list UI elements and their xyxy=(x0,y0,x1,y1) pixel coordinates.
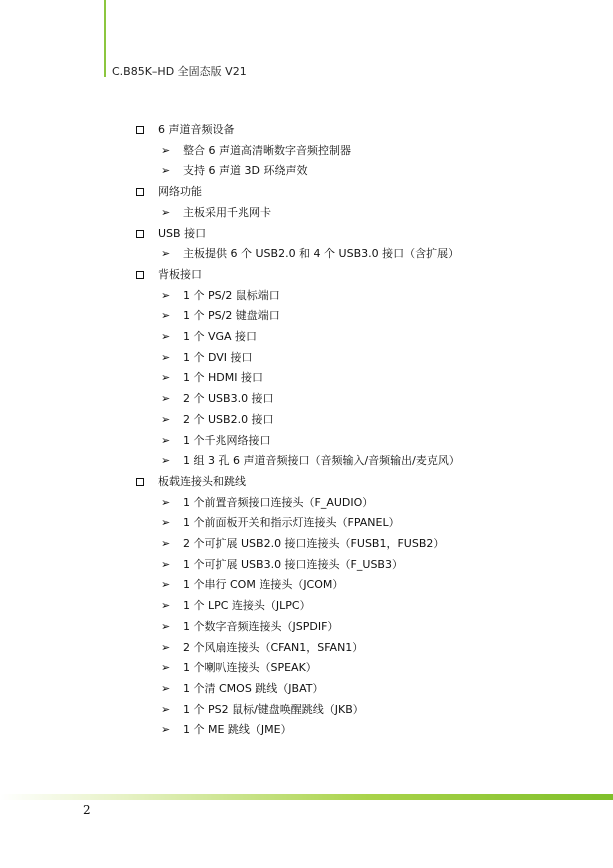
section-heading xyxy=(136,224,206,244)
list-item-text: 1 个 PS/2 鼠标端口 xyxy=(183,288,280,302)
arrow-bullet-icon: ➢ xyxy=(161,164,171,178)
list-item xyxy=(161,658,317,678)
list-item xyxy=(161,141,351,161)
list-item xyxy=(161,244,459,264)
square-bullet-icon xyxy=(136,478,144,486)
arrow-bullet-icon: ➢ xyxy=(161,681,171,695)
list-item xyxy=(161,203,271,223)
arrow-bullet-icon: ➢ xyxy=(161,350,171,364)
list-item-text: 整合 6 声道高清晰数字音频控制器 xyxy=(183,143,351,157)
list-item-text: 1 个 VGA 接口 xyxy=(183,330,258,343)
list-item xyxy=(161,161,307,181)
square-bullet-icon xyxy=(136,271,144,279)
arrow-bullet-icon: ➢ xyxy=(161,723,171,737)
list-item xyxy=(161,493,373,513)
list-item xyxy=(161,575,343,595)
arrow-bullet-icon: ➢ xyxy=(161,702,171,716)
arrow-bullet-icon: ➢ xyxy=(161,143,171,157)
list-item xyxy=(161,534,444,554)
page-number: 2 xyxy=(83,803,91,817)
square-bullet-icon xyxy=(136,188,144,196)
list-item-text: 2 个可扩展 USB2.0 接口连接头（FUSB1，FUSB2） xyxy=(183,537,445,550)
arrow-bullet-icon: ➢ xyxy=(161,454,171,468)
list-item-text: 1 个千兆网络接口 xyxy=(183,433,271,447)
arrow-bullet-icon: ➢ xyxy=(161,578,171,592)
arrow-bullet-icon: ➢ xyxy=(161,599,171,613)
running-header-title: C.B85K–HD 全固态版 V21 xyxy=(112,65,247,78)
list-item xyxy=(161,617,338,637)
list-item-text: 2 个 USB3.0 接口 xyxy=(183,392,274,406)
list-item xyxy=(161,431,271,451)
arrow-bullet-icon: ➢ xyxy=(161,557,171,571)
list-item-text: 2 个风扇连接头（CFAN1，SFAN1） xyxy=(183,640,364,654)
list-item-text: 1 个 HDMI 接口 xyxy=(183,371,263,385)
arrow-bullet-icon: ➢ xyxy=(161,661,171,675)
arrow-bullet-icon: ➢ xyxy=(161,619,171,633)
section-heading xyxy=(136,265,202,285)
arrow-bullet-icon: ➢ xyxy=(161,537,171,550)
list-item-text: 主板提供 6 个 USB2.0 和 4 个 USB3.0 接口（含扩展） xyxy=(183,247,460,261)
arrow-bullet-icon: ➢ xyxy=(161,330,171,343)
arrow-bullet-icon: ➢ xyxy=(161,640,171,654)
list-item xyxy=(161,700,364,720)
list-item-text: 1 个数字音频连接头（JSPDIF） xyxy=(183,619,339,633)
square-bullet-icon xyxy=(136,230,144,238)
list-item xyxy=(161,679,323,699)
list-item-text: 2 个 USB2.0 接口 xyxy=(183,412,274,426)
arrow-bullet-icon: ➢ xyxy=(161,516,171,530)
list-item xyxy=(161,389,274,409)
list-item xyxy=(161,555,403,575)
square-bullet-icon xyxy=(136,126,144,134)
list-item xyxy=(161,451,460,471)
list-item xyxy=(161,410,274,430)
list-item-text: 支持 6 声道 3D 环绕声效 xyxy=(183,164,308,178)
arrow-bullet-icon: ➢ xyxy=(161,371,171,385)
arrow-bullet-icon: ➢ xyxy=(161,247,171,261)
list-item xyxy=(161,327,257,347)
list-item xyxy=(161,306,280,326)
footer-gradient-band xyxy=(0,794,613,800)
section-heading xyxy=(136,120,235,140)
arrow-bullet-icon: ➢ xyxy=(161,309,171,323)
list-item-text: 1 个可扩展 USB3.0 接口连接头（F_USB3） xyxy=(183,557,403,571)
list-item-text: 1 个 ME 跳线（JME） xyxy=(183,723,292,737)
list-item-text: 1 个 PS/2 键盘端口 xyxy=(183,309,280,323)
list-item-text: 1 个串行 COM 连接头（JCOM） xyxy=(183,578,344,592)
section-heading xyxy=(136,472,246,492)
list-item-text: 1 个喇叭连接头（SPEAK） xyxy=(183,661,317,675)
list-item-text: 1 组 3 孔 6 声道音频接口（音频输入/音频输出/麦克风） xyxy=(183,454,460,468)
list-item-text: 1 个前面板开关和指示灯连接头（FPANEL） xyxy=(183,516,400,530)
section-title: 6 声道音频设备 xyxy=(158,123,235,136)
header-accent-line xyxy=(104,0,106,77)
section-title: 网络功能 xyxy=(158,185,202,199)
list-item xyxy=(161,513,400,533)
list-item xyxy=(161,638,363,658)
list-item-text: 1 个 DVI 接口 xyxy=(183,350,253,364)
section-heading xyxy=(136,182,202,202)
arrow-bullet-icon: ➢ xyxy=(161,288,171,302)
list-item xyxy=(161,286,280,306)
arrow-bullet-icon: ➢ xyxy=(161,205,171,219)
section-title: 板载连接头和跳线 xyxy=(158,474,246,488)
list-item-text: 1 个 LPC 连接头（JLPC） xyxy=(183,599,311,613)
arrow-bullet-icon: ➢ xyxy=(161,433,171,447)
section-title: USB 接口 xyxy=(158,226,207,240)
list-item-text: 1 个清 CMOS 跳线（JBAT） xyxy=(183,681,324,695)
list-item-text: 主板采用千兆网卡 xyxy=(183,205,271,219)
arrow-bullet-icon: ➢ xyxy=(161,392,171,406)
list-item xyxy=(161,596,311,616)
list-item xyxy=(161,720,292,740)
arrow-bullet-icon: ➢ xyxy=(161,412,171,426)
arrow-bullet-icon: ➢ xyxy=(161,495,171,509)
list-item xyxy=(161,368,263,388)
list-item-text: 1 个 PS2 鼠标/键盘唤醒跳线（JKB） xyxy=(183,702,364,716)
list-item xyxy=(161,348,253,368)
section-title: 背板接口 xyxy=(158,267,202,281)
list-item-text: 1 个前置音频接口连接头（F_AUDIO） xyxy=(183,495,374,509)
